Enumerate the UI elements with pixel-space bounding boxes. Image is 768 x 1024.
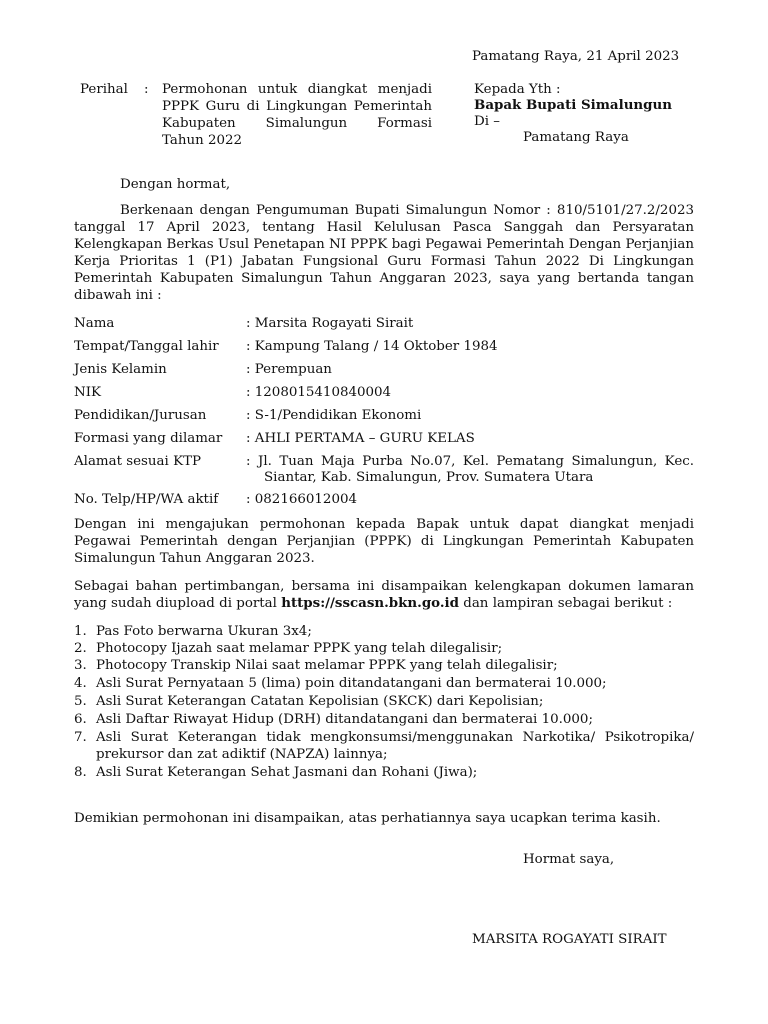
- identity-label: Tempat/Tanggal lahir: [74, 339, 219, 354]
- identity-label: Alamat sesuai KTP: [74, 454, 202, 469]
- regards: Hormat saya,: [523, 852, 615, 867]
- recipient: Bapak Bupati Simalungun: [474, 97, 672, 113]
- list-number: 2.: [74, 641, 87, 656]
- identity-label: Pendidikan/Jurusan: [74, 408, 207, 423]
- list-number: 8.: [74, 765, 87, 780]
- identity-value: : Kampung Talang / 14 Oktober 1984: [246, 339, 498, 354]
- greeting: Dengan hormat,: [120, 177, 231, 192]
- list-item: [74, 764, 477, 781]
- attachments-intro-text: Sebagai bahan pertimbangan, bersama ini disampaikan kelengkapan dokumen lamaran yang sudah diupload di portal: [74, 579, 694, 611]
- recipient-city: Pamatang Raya: [523, 130, 629, 145]
- subject-line: Kabupaten Simalungun Formasi: [162, 116, 432, 131]
- attachments-intro: [74, 578, 694, 612]
- identity-label: Jenis Kelamin: [74, 362, 167, 377]
- subject-colon: :: [144, 82, 149, 97]
- list-text: Asli Surat Keterangan Catatan Kepolisian (SKCK) dari Kepolisian;: [96, 694, 544, 709]
- list-item: [74, 623, 312, 640]
- list-number: 6.: [74, 712, 87, 727]
- list-number: 7.: [74, 730, 87, 745]
- identity-value: : 082166012004: [246, 492, 358, 507]
- di-line: Di –: [474, 114, 500, 129]
- list-text: Asli Surat Keterangan Sehat Jasmani dan Rohani (Jiwa);: [96, 765, 478, 780]
- signer-name: MARSITA ROGAYATI SIRAIT: [472, 932, 667, 947]
- identity-value: : Jl. Tuan Maja Purba No.07, Kel. Pematang Simalungun, Kec.: [246, 454, 694, 469]
- identity-value-line2: Siantar, Kab. Simalungun, Prov. Sumatera Utara: [264, 470, 594, 485]
- closing-sentence: Demikian permohonan ini disampaikan, atas perhatiannya saya ucapkan terima kasih.: [74, 811, 661, 826]
- list-number: 1.: [74, 624, 87, 639]
- identity-value: : 1208015410840004: [246, 385, 392, 400]
- subject-label: Perihal: [80, 82, 128, 97]
- subject-line: Tahun 2022: [162, 133, 243, 148]
- list-text: Asli Daftar Riwayat Hidup (DRH) ditandatangani dan bermaterai 10.000;: [96, 712, 593, 727]
- list-item: [74, 657, 558, 674]
- request-paragraph: Dengan ini mengajukan permohonan kepada Bapak untuk dapat diangkat menjadi Pegawai Pemerintah dengan Perjanjian (PPPK) di Lingkungan Pemerintah Kabupaten Simalungun Tahun Anggaran 2023.: [74, 517, 694, 566]
- list-number: 4.: [74, 676, 87, 691]
- identity-value: : Perempuan: [246, 362, 332, 377]
- list-number: 5.: [74, 694, 87, 709]
- list-text: Photocopy Transkip Nilai saat melamar PPPK yang telah dilegalisir;: [96, 658, 558, 673]
- list-item: [74, 693, 543, 710]
- identity-value: : S-1/Pendidikan Ekonomi: [246, 408, 422, 423]
- subject-line: PPPK Guru di Lingkungan Pemerintah: [162, 99, 432, 114]
- list-item: [74, 711, 593, 728]
- list-number: 3.: [74, 658, 87, 673]
- list-item: [74, 640, 502, 657]
- to-line: Kepada Yth :: [474, 82, 561, 97]
- list-text: Photocopy Ijazah saat melamar PPPK yang telah dilegalisir;: [96, 641, 503, 656]
- list-text: Pas Foto berwarna Ukuran 3x4;: [96, 624, 312, 639]
- identity-value: : AHLI PERTAMA – GURU KELAS: [246, 431, 475, 446]
- identity-label: No. Telp/HP/WA aktif: [74, 492, 219, 507]
- identity-label: Nama: [74, 316, 115, 331]
- intro-paragraph: Berkenaan dengan Pengumuman Bupati Simalungun Nomor : 810/5101/27.2/2023 tanggal 17 April 2023, tentang Hasil Kelulusan Pasca Sanggah dan Persyaratan Kelengkapan Berkas Usul Penetapan NI PPPK bagi Pegawai Pemerintah Dengan Perjanjian Kerja Prioritas 1 (P1) Jabatan Fungsional Guru Formasi Tahun 2022 Di Lingkungan Pemerintah Kabupaten Simalungun Tahun Anggaran 2023, saya yang bertanda tangan dibawah ini :: [74, 203, 694, 303]
- list-text: Asli Surat Pernyataan 5 (lima) poin ditandatangani dan bermaterai 10.000;: [96, 676, 607, 691]
- list-text-continued: prekursor dan zat adiktif (NAPZA) lainnya;: [96, 747, 388, 762]
- list-text: Asli Surat Keterangan tidak mengkonsumsi/menggunakan Narkotika/ Psikotropika/: [96, 730, 694, 745]
- subject-text: [162, 81, 432, 149]
- subject-line: Permohonan untuk diangkat menjadi: [162, 82, 432, 97]
- identity-label: Formasi yang dilamar: [74, 431, 223, 446]
- identity-label: NIK: [74, 385, 102, 400]
- attachments-intro-tail: dan lampiran sebagai berikut :: [459, 596, 673, 611]
- portal-link[interactable]: https://sscasn.bkn.go.id: [281, 595, 459, 611]
- list-item: [74, 729, 694, 746]
- list-item: [74, 675, 607, 692]
- place-date: Pamatang Raya, 21 April 2023: [472, 49, 680, 64]
- identity-value: : Marsita Rogayati Sirait: [246, 316, 414, 331]
